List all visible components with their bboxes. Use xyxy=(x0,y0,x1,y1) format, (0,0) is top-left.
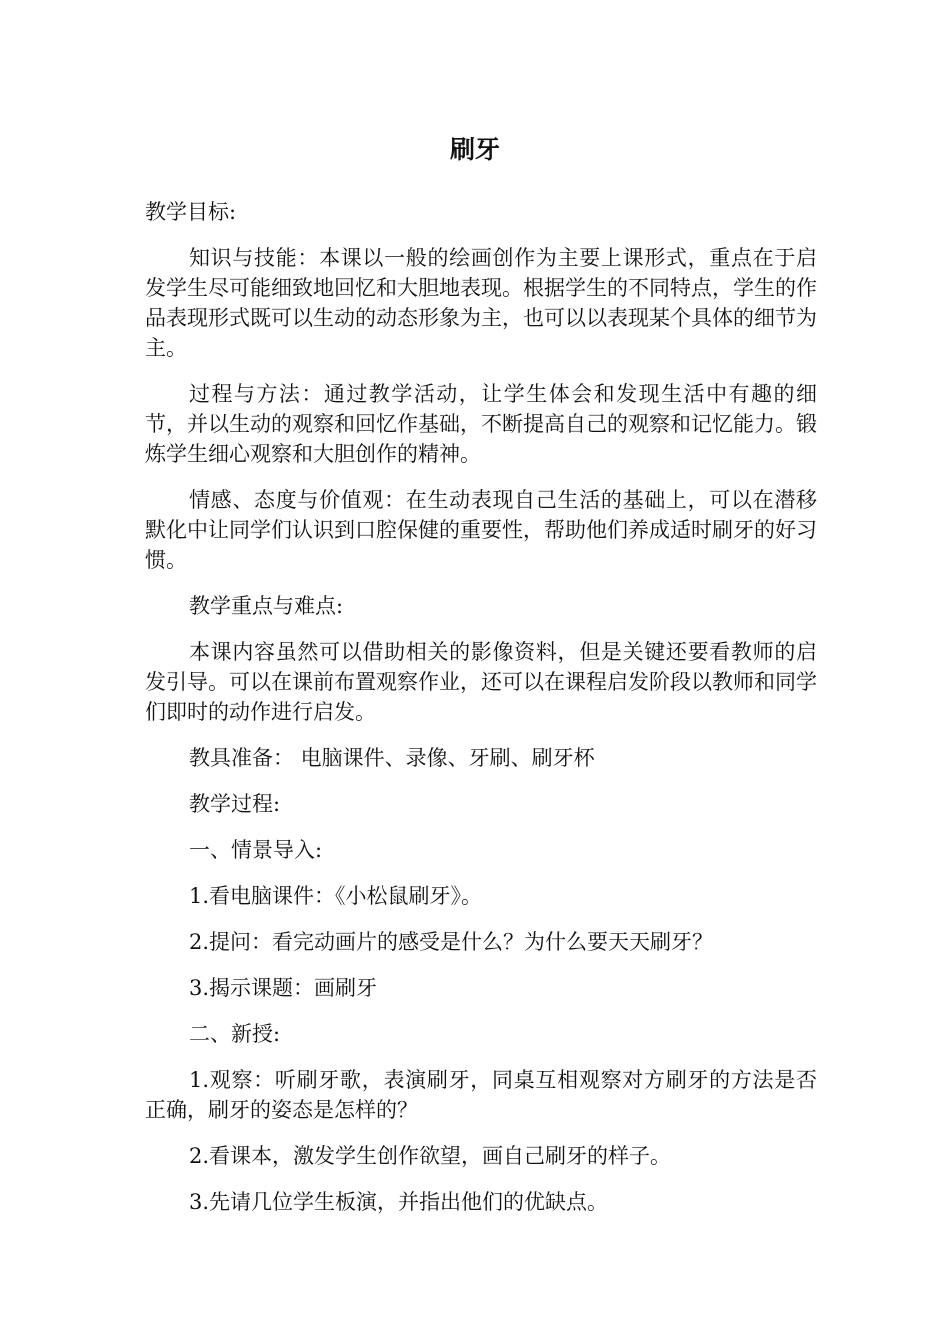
paragraph-process-methods: 过程与方法：通过教学活动，让学生体会和发现生活中有趣的细节，并以生动的观察和回忆作基础，不断提高自己的观察和记忆能力。锻炼学生细心观察和大胆创作的精神。 xyxy=(145,382,817,466)
section-heading-teaching-process: 教学过程: xyxy=(189,792,281,816)
paragraph-emotions-values: 情感、态度与价值观：在生动表现自己生活的基础上，可以在潜移默化中让同学们认识到口腔保健的重要性，帮助他们养成适时刷牙的好习惯。 xyxy=(145,488,817,572)
section-heading-teaching-goals: 教学目标: xyxy=(145,200,237,224)
list-item: 1.看电脑课件：《小松鼠刷牙》。 xyxy=(189,884,483,908)
document-body xyxy=(145,197,817,1233)
section-heading-introduction: 一、情景导入: xyxy=(189,838,323,862)
list-item: 2.看课本，激发学生创作欲望，画自己刷牙的样子。 xyxy=(189,1144,672,1168)
list-item: 3.先请几位学生板演，并指出他们的优缺点。 xyxy=(189,1190,609,1214)
paragraph-teaching-aids: 教具准备： 电脑课件、录像、牙刷、刷牙杯 xyxy=(189,746,595,770)
document-title: 刷牙 xyxy=(449,135,500,164)
section-heading-new-lesson: 二、新授: xyxy=(189,1022,281,1046)
paragraph-knowledge-skills: 知识与技能：本课以一般的绘画创作为主要上课形式，重点在于启发学生尽可能细致地回忆和大胆地表现。根据学生的不同特点，学生的作品表现形式既可以生动的动态形象为主，也可以以表现某个具体的细节为主。 xyxy=(145,246,817,360)
section-heading-key-points: 教学重点与难点: xyxy=(189,594,344,618)
list-item: 1.观察：听刷牙歌，表演刷牙，同桌互相观察对方刷牙的方法是否正确，刷牙的姿态是怎样的？ xyxy=(145,1068,817,1122)
list-item: 3.揭示课题：画刷牙 xyxy=(189,976,378,1000)
list-item: 2.提问：看完动画片的感受是什么？为什么要天天刷牙？ xyxy=(189,930,714,954)
paragraph-key-points: 本课内容虽然可以借助相关的影像资料，但是关键还要看教师的启发引导。可以在课前布置观察作业，还可以在课程启发阶段以教师和同学们即时的动作进行启发。 xyxy=(145,640,817,724)
